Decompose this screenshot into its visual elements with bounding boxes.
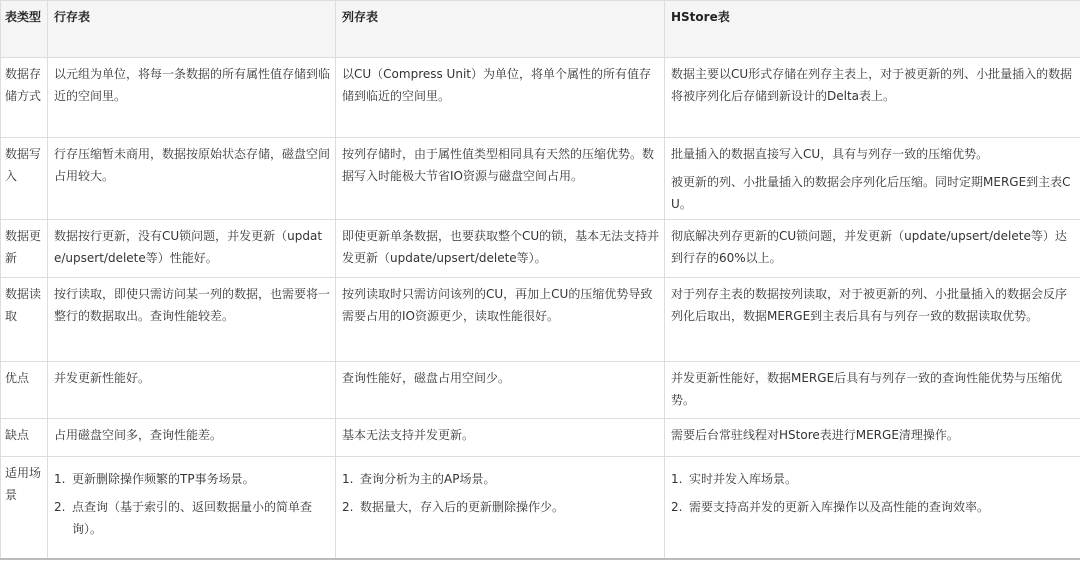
list-number: 2. — [54, 500, 66, 514]
row-label-storage: 数据存储方式 — [1, 58, 48, 138]
cell-row-store — [48, 457, 336, 560]
list-item — [54, 496, 331, 540]
cell-hstore: 数据主要以CU形式存储在列存主表上，对于被更新的列、小批量插入的数据将被序列化后存储到新设计的Delta表上。 — [665, 58, 1080, 138]
scenario-list — [54, 462, 331, 540]
list-text: 需要支持高并发的更新入库操作以及高性能的查询效率。 — [689, 500, 990, 514]
list-item — [671, 496, 1076, 518]
cell-row-store: 占用磁盘空间多，查询性能差。 — [48, 419, 336, 457]
row-label-write: 数据写入 — [1, 138, 48, 220]
list-text: 点查询（基于索引的、返回数据量小的简单查询）。 — [72, 500, 313, 536]
row-label-pros: 优点 — [1, 362, 48, 419]
cell-column-store: 查询性能好，磁盘占用空间少。 — [336, 362, 665, 419]
list-number: 1. — [342, 472, 354, 486]
cell-hstore: 需要后台常驻线程对HStore表进行MERGE清理操作。 — [665, 419, 1080, 457]
cell-paragraph: 被更新的列、小批量插入的数据会序列化后压缩。同时定期MERGE到主表CU。 — [671, 175, 1071, 211]
cell-column-store: 按列存储时，由于属性值类型相同具有天然的压缩优势。数据写入时能极大节省IO资源与磁盘空间占用。 — [336, 138, 665, 220]
scenario-list — [342, 462, 660, 518]
list-number: 2. — [342, 500, 354, 514]
list-item — [54, 468, 331, 490]
list-item — [342, 468, 660, 490]
bottom-divider — [0, 558, 1080, 560]
header-hstore: HStore表 — [665, 1, 1080, 58]
cell-row-store: 以元组为单位，将每一条数据的所有属性值存储到临近的空间里。 — [48, 58, 336, 138]
cell-row-store: 并发更新性能好。 — [48, 362, 336, 419]
list-text: 查询分析为主的AP场景。 — [360, 472, 496, 486]
list-item — [342, 496, 660, 518]
cell-column-store: 基本无法支持并发更新。 — [336, 419, 665, 457]
row-label-update: 数据更新 — [1, 220, 48, 278]
cell-row-store: 按行读取，即使只需访问某一列的数据，也需要将一整行的数据取出。查询性能较差。 — [48, 278, 336, 362]
cell-column-store: 以CU（Compress Unit）为单位，将单个属性的所有值存储到临近的空间里。 — [336, 58, 665, 138]
cell-hstore: 并发更新性能好，数据MERGE后具有与列存一致的查询性能优势与压缩优势。 — [665, 362, 1080, 419]
table-row — [1, 58, 1080, 138]
cell-row-store: 数据按行更新，没有CU锁问题，并发更新（update/upsert/delete等）性能好。 — [48, 220, 336, 278]
list-text: 实时并发入库场景。 — [689, 472, 798, 486]
table-row — [1, 457, 1080, 560]
list-number: 1. — [671, 472, 683, 486]
cell-hstore: 对于列存主表的数据按列读取，对于被更新的列、小批量插入的数据会反序列化后取出，数据MERGE到主表后具有与列存一致的数据读取优势。 — [665, 278, 1080, 362]
row-label-read: 数据读取 — [1, 278, 48, 362]
table-header-row — [1, 1, 1080, 58]
table-row — [1, 138, 1080, 220]
list-text: 更新删除操作频繁的TP事务场景。 — [72, 472, 255, 486]
header-table-type: 表类型 — [1, 1, 48, 58]
cell-hstore: 彻底解决列存更新的CU锁问题，并发更新（update/upsert/delete等）达到行存的60%以上。 — [665, 220, 1080, 278]
cell-paragraph: 批量插入的数据直接写入CU，具有与列存一致的压缩优势。 — [671, 147, 989, 161]
header-column-store: 列存表 — [336, 1, 665, 58]
cell-column-store — [336, 457, 665, 560]
cell-column-store: 按列读取时只需访问该列的CU，再加上CU的压缩优势导致需要占用的IO资源更少，读取性能很好。 — [336, 278, 665, 362]
list-item — [671, 468, 1076, 490]
table-row — [1, 220, 1080, 278]
cell-hstore — [665, 138, 1080, 220]
table-row — [1, 278, 1080, 362]
cell-hstore — [665, 457, 1080, 560]
row-label-cons: 缺点 — [1, 419, 48, 457]
scenario-list — [671, 462, 1076, 518]
table-row — [1, 362, 1080, 419]
row-label-scenarios: 适用场景 — [1, 457, 48, 560]
cell-row-store: 行存压缩暂未商用，数据按原始状态存储，磁盘空间占用较大。 — [48, 138, 336, 220]
list-number: 1. — [54, 472, 66, 486]
list-number: 2. — [671, 500, 683, 514]
cell-column-store: 即使更新单条数据，也要获取整个CU的锁，基本无法支持并发更新（update/upsert/delete等）。 — [336, 220, 665, 278]
list-text: 数据量大，存入后的更新删除操作少。 — [360, 500, 565, 514]
table-row — [1, 419, 1080, 457]
header-row-store: 行存表 — [48, 1, 336, 58]
